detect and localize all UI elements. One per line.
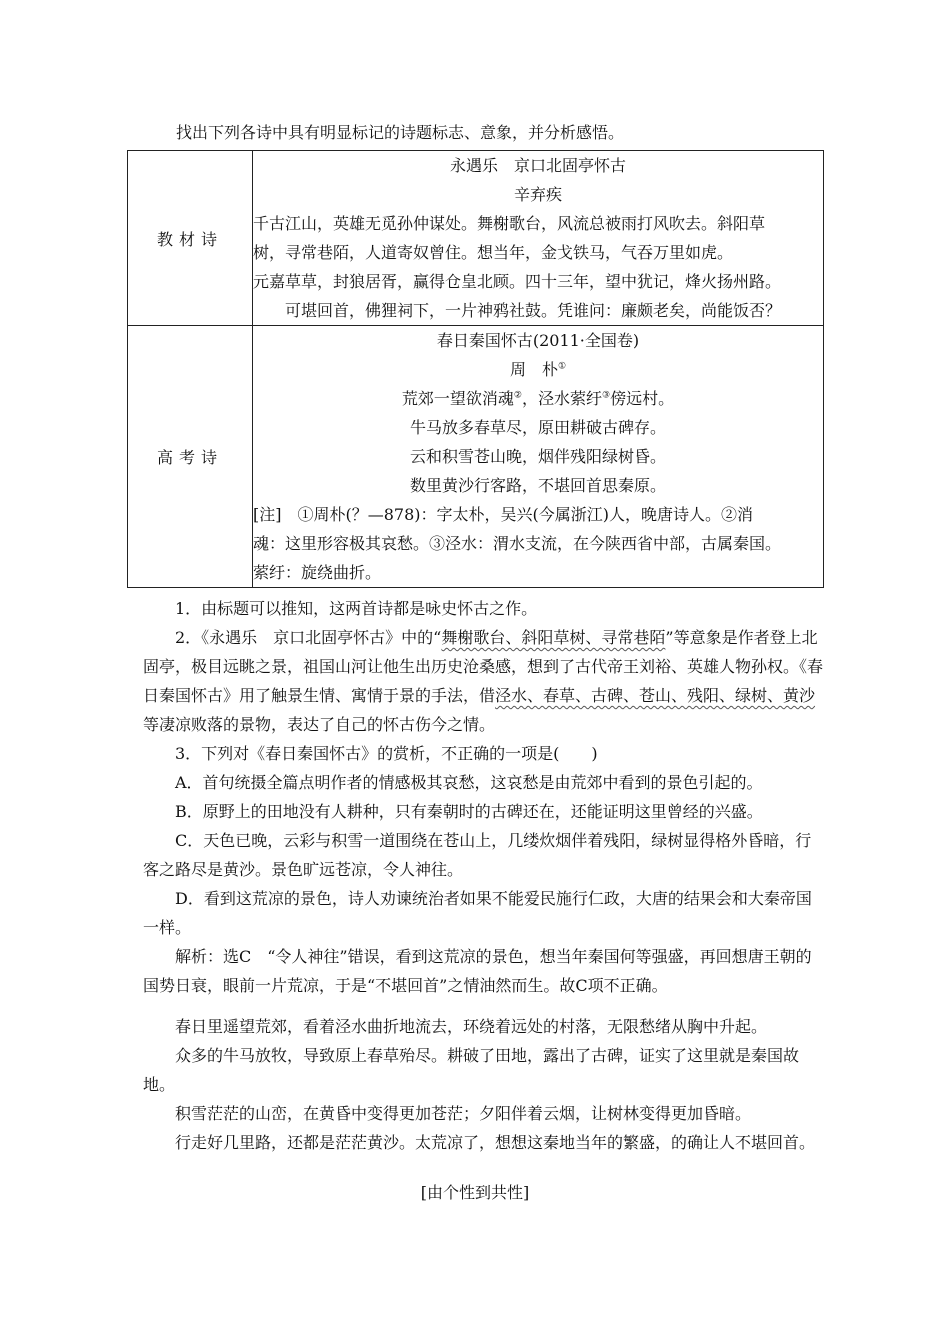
analysis-point-1: 1．由标题可以推知，这两首诗都是咏史怀古之作。 (175, 599, 538, 618)
analysis-text: 等凄凉败落的景物，表达了自己的怀古伤今之情。 (143, 715, 496, 734)
poem-line-text: ，泾水萦纡 (521, 389, 602, 408)
poem-line: 千古江山，英雄无觅孙仲谋处。舞榭歌台，风流总被雨打风吹去。斜阳草 (253, 214, 766, 233)
poem-note: 魂：这里形容极其哀愁。③泾水：渭水支流，在今陕西省中部，古属秦国。 (253, 534, 782, 553)
footnote-marker: ① (557, 361, 567, 372)
poem-author: 周 朴 (509, 360, 558, 379)
analysis-section (143, 594, 825, 1000)
row-label-textbook: 教材诗 (128, 151, 253, 326)
option-b: B．原野上的田地没有人耕种，只有秦朝时的古碑还在，还能证明这里曾经的兴盛。 (175, 802, 763, 821)
option-d: D．看到这荒凉的景色，诗人劝谏统治者如果不能爱民施行仁政，大唐的结果会和大秦帝国一样。 (143, 889, 812, 937)
poem-line: 树，寻常巷陌，人道寄奴曾住。想当年，金戈铁马，气吞万里如虎。 (253, 243, 734, 262)
section-heading: [由个性到共性] (420, 1183, 530, 1202)
poem-line: 云和积雪苍山晚，烟伴残阳绿树昏。 (409, 447, 666, 466)
poem-comparison-table (127, 150, 824, 588)
table-row-textbook-poem (128, 151, 824, 326)
analysis-text: ”等意象是作者登上北固亭，极目远眺之景，祖国山河让他生出历史沧桑感，想到了古代帝王刘裕、英雄人物孙权。《春日秦国怀古》用了触景生情、寓情于景的手法，借 (143, 628, 824, 705)
poem-note: 萦纡：旋绕曲折。 (253, 563, 382, 582)
poem-line: 牛马放多春草尽，原田耕破古碑存。 (409, 418, 666, 437)
answer-explanation: 解析：选C “令人神往”错误，看到这荒凉的景色，想当年秦国何等强盛，再回想唐王朝的国势日衰，眼前一片荒凉，于是“不堪回首”之情油然而生。故C项不正确。 (143, 947, 812, 995)
analysis-text: 2．《永遇乐 京口北固亭怀古》中的“ (175, 628, 442, 647)
poem-line: 数里黄沙行客路，不堪回首思秦原。 (409, 476, 666, 495)
highlighted-imagery: 舞榭歌台、斜阳草树、寻常巷陌 (441, 628, 666, 647)
poem-note: [注] ①周朴(？—878)：字太朴，吴兴(今属浙江)人，晚唐诗人。②消 (253, 505, 753, 524)
highlighted-imagery: 泾水、春草、古碑、苍山、残阳、绿树、黄沙 (495, 686, 816, 705)
option-c: C．天色已晚，云彩与积雪一道围绕在苍山上，几缕炊烟伴着残阳，绿树显得格外昏暗，行客之路尽是黄沙。景色旷远苍凉，令人神往。 (143, 831, 812, 879)
exam-poem-cell (253, 326, 824, 588)
textbook-poem-cell (253, 151, 824, 326)
poem-author: 辛弃疾 (513, 185, 562, 204)
footnote-marker: ② (513, 390, 522, 401)
intro-instruction: 找出下列各诗中具有明显标记的诗题标志、意象，并分析感悟。 (176, 123, 625, 142)
option-a: A．首句统摄全篇点明作者的情感极其哀愁，这哀愁是由荒郊中看到的景色引起的。 (175, 773, 763, 792)
poem-line-text: 荒郊一望欲消魂 (401, 389, 514, 408)
translation-line: 春日里遥望荒郊，看着泾水曲折地流去，环绕着远处的村落，无限愁绪从胸中升起。 (175, 1017, 768, 1036)
poem-title: 永遇乐 京口北固亭怀古 (449, 156, 626, 175)
question-3: 3．下列对《春日秦国怀古》的赏析，不正确的一项是( ) (175, 744, 598, 763)
translation-line: 行走好几里路，还都是茫茫黄沙。太荒凉了，想想这秦地当年的繁盛，的确让人不堪回首。 (175, 1133, 816, 1152)
poem-title: 春日秦国怀古(2011·全国卷) (436, 331, 640, 350)
row-label-exam: 高考诗 (128, 326, 253, 588)
poem-line (253, 384, 823, 413)
poem-line: 元嘉草草，封狼居胥，赢得仓皇北顾。四十三年，望中犹记，烽火扬州路。 (253, 272, 782, 291)
translation-line: 积雪茫茫的山峦，在黄昏中变得更加苍茫；夕阳伴着云烟，让树林变得更加昏暗。 (175, 1104, 752, 1123)
footnote-marker: ③ (602, 390, 611, 401)
translation-line: 众多的牛马放牧，导致原上春草殆尽。耕破了田地，露出了古碑，证实了这里就是秦国故地。 (143, 1046, 800, 1094)
poem-author-line (253, 355, 823, 384)
poem-line: 可堪回首，佛狸祠下，一片神鸦社鼓。凭谁问：廉颇老矣，尚能饭否？ (285, 301, 782, 320)
table-row-exam-poem (128, 326, 824, 588)
translation-section (143, 1012, 825, 1157)
poem-line-text: 傍远村。 (610, 389, 675, 408)
analysis-point-2 (143, 623, 825, 739)
